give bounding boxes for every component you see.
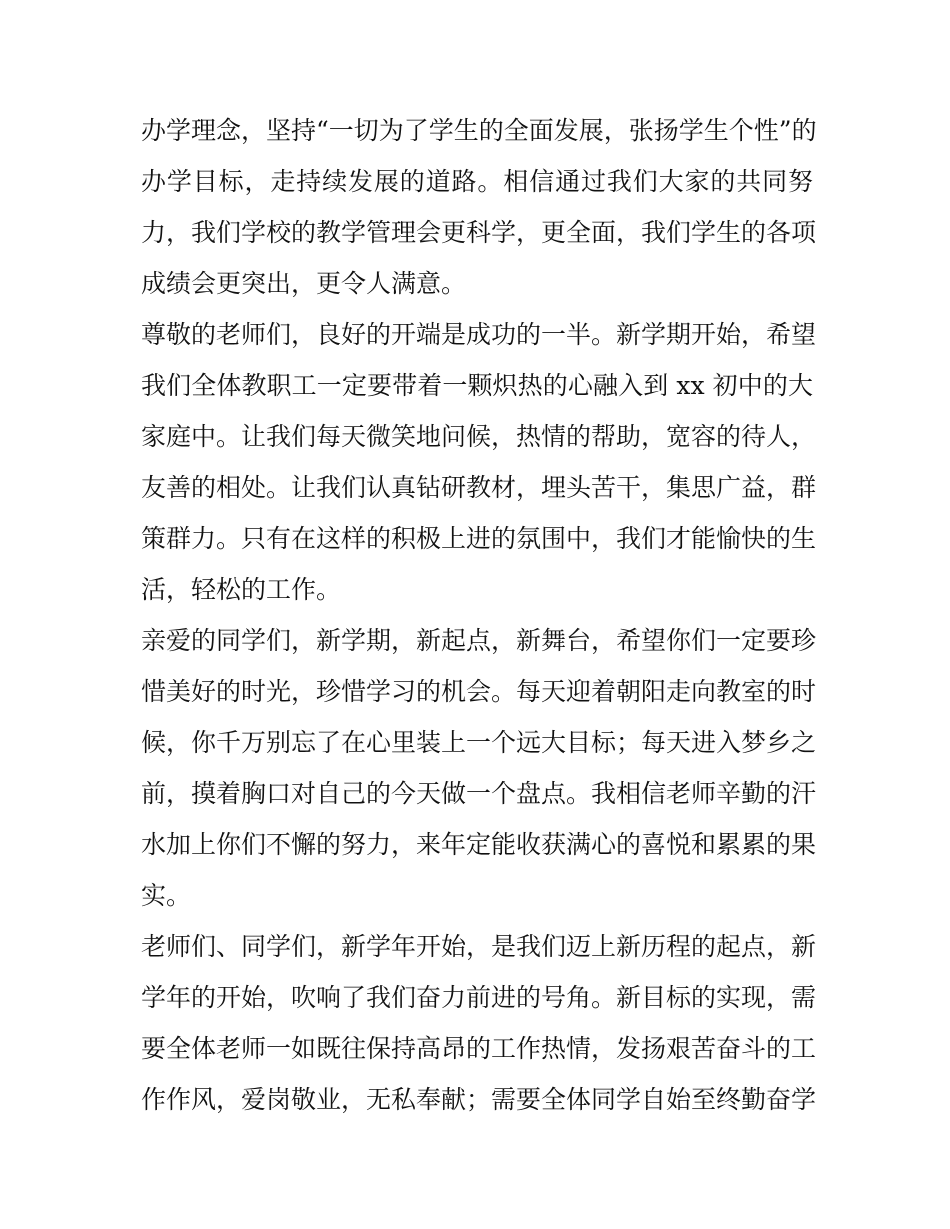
text-line: 家庭中。让我们每天微笑地问候，热情的帮助，宽容的待人， <box>141 422 817 451</box>
text-line: 亲爱的同学们，新学期，新起点，新舞台，希望你们一定要珍 <box>141 626 817 655</box>
paragraph-3 <box>141 615 817 921</box>
text-line: 作作风，爱岗敬业，无私奉献；需要全体同学自始至终勤奋学 <box>141 1085 817 1114</box>
text-line: 成绩会更突出，更令人满意。 <box>141 269 467 298</box>
text-line: 前，摸着胸口对自己的今天做一个盘点。我相信老师辛勤的汗 <box>141 779 817 808</box>
text-line: 策群力。只有在这样的积极上进的氛围中，我们才能愉快的生 <box>141 524 817 553</box>
text-line: 老师们、同学们，新学年开始，是我们迈上新历程的起点，新 <box>141 932 817 961</box>
text-line: 实。 <box>141 881 192 910</box>
text-line: 办学理念，坚持“一切为了学生的全面发展，张扬学生个性”的 <box>141 116 817 145</box>
text-line: 惜美好的时光，珍惜学习的机会。每天迎着朝阳走向教室的时 <box>141 677 817 706</box>
text-line: 办学目标，走持续发展的道路。相信通过我们大家的共同努 <box>141 167 813 196</box>
text-line: 我们全体教职工一定要带着一颗炽热的心融入到 xx 初中的大 <box>141 371 813 400</box>
paragraph-1 <box>141 105 817 309</box>
text-line: 要全体老师一如既往保持高昂的工作热情，发扬艰苦奋斗的工 <box>141 1034 817 1063</box>
text-line: 活，轻松的工作。 <box>141 575 342 604</box>
paragraph-2 <box>141 309 817 615</box>
text-line: 力，我们学校的教学管理会更科学，更全面，我们学生的各项 <box>141 218 817 247</box>
text-line: 候，你千万别忘了在心里装上一个远大目标；每天进入梦乡之 <box>141 728 817 757</box>
text-line: 尊敬的老师们，良好的开端是成功的一半。新学期开始，希望 <box>141 320 817 349</box>
text-line: 学年的开始，吹响了我们奋力前进的号角。新目标的实现，需 <box>141 983 817 1012</box>
document-body <box>141 105 817 1125</box>
paragraph-4 <box>141 921 817 1125</box>
text-line: 水加上你们不懈的努力，来年定能收获满心的喜悦和累累的果 <box>141 830 817 859</box>
text-line: 友善的相处。让我们认真钻研教材，埋头苦干，集思广益，群 <box>141 473 817 502</box>
